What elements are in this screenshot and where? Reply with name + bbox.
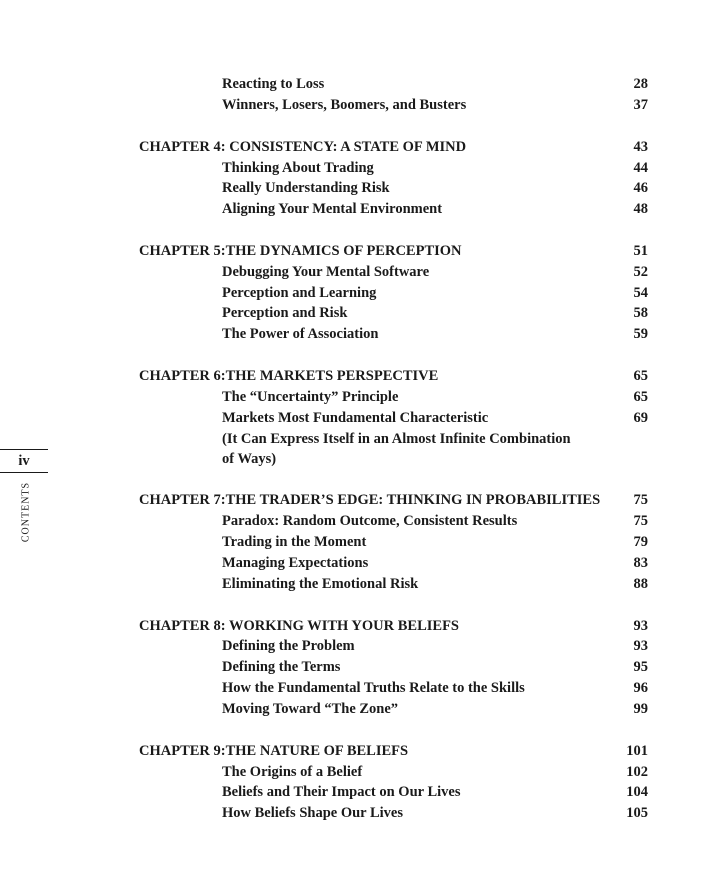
page-number: 51 (633, 243, 648, 259)
page-number: 65 (633, 368, 648, 384)
page-number: 88 (633, 576, 648, 592)
page-number: 93 (633, 618, 648, 634)
page-number: 46 (633, 180, 648, 196)
page-number: 65 (633, 389, 648, 405)
folio-page-number: iv (18, 453, 30, 469)
section-title: Reacting to Loss (222, 76, 325, 92)
section-title: How Beliefs Shape Our Lives (222, 805, 403, 821)
page-number: 28 (633, 76, 648, 92)
page-number: 105 (626, 805, 648, 821)
page-number: 48 (633, 201, 648, 217)
page-number: 104 (626, 784, 648, 800)
page-number: 96 (633, 680, 648, 696)
section-title: Aligning Your Mental Environment (222, 201, 443, 217)
section-title: Perception and Learning (222, 285, 377, 301)
chapter-title: CHAPTER 8: WORKING WITH YOUR BELIEFS (139, 618, 459, 634)
section-title: Thinking About Trading (222, 160, 374, 176)
page-number: 54 (633, 285, 648, 301)
section-title: Trading in the Moment (222, 534, 367, 550)
page-number: 69 (633, 410, 648, 426)
section-title: Beliefs and Their Impact on Our Lives (222, 784, 461, 800)
page-number: 43 (633, 139, 648, 155)
section-title: Debugging Your Mental Software (222, 264, 430, 280)
running-head-contents: CONTENTS (20, 481, 32, 543)
section-title: Eliminating the Emotional Risk (222, 576, 419, 592)
page-number: 79 (633, 534, 648, 550)
section-title: Markets Most Fundamental Characteristic (222, 410, 489, 426)
chapter-title: CHAPTER 7:THE TRADER’S EDGE: THINKING IN PROBABILITIES (139, 492, 601, 508)
section-title: The Power of Association (222, 326, 379, 342)
section-title: Paradox: Random Outcome, Consistent Results (222, 513, 518, 529)
page-number: 95 (633, 659, 648, 675)
chapter-title: CHAPTER 6:THE MARKETS PERSPECTIVE (139, 368, 439, 384)
page-number: 75 (633, 492, 648, 508)
page-number: 83 (633, 555, 648, 571)
section-title: Perception and Risk (222, 305, 348, 321)
section-title: Managing Expectations (222, 555, 369, 571)
section-title: The “Uncertainty” Principle (222, 389, 399, 405)
chapter-title: CHAPTER 5:THE DYNAMICS OF PERCEPTION (139, 243, 462, 259)
page-number: 44 (633, 160, 648, 176)
section-title: Really Understanding Risk (222, 180, 390, 196)
page-number: 37 (633, 97, 648, 113)
section-title: Defining the Problem (222, 638, 355, 654)
section-title: Winners, Losers, Boomers, and Busters (222, 97, 467, 113)
section-title: Moving Toward “The Zone” (222, 701, 399, 717)
page-number: 99 (633, 701, 648, 717)
chapter-title: CHAPTER 4: CONSISTENCY: A STATE OF MIND (139, 139, 467, 155)
page-number: 58 (633, 305, 648, 321)
page-number: 75 (633, 513, 648, 529)
page-number: 93 (633, 638, 648, 654)
page-number: 52 (633, 264, 648, 280)
section-title: The Origins of a Belief (222, 764, 363, 780)
section-title: Defining the Terms (222, 659, 341, 675)
page-number: 59 (633, 326, 648, 342)
page-number: 101 (626, 743, 648, 759)
page-number: 102 (626, 764, 648, 780)
section-title: How the Fundamental Truths Relate to the Skills (222, 680, 525, 696)
section-title: of Ways) (222, 451, 277, 467)
section-title: (It Can Express Itself in an Almost Infinite Combination (222, 431, 571, 447)
chapter-title: CHAPTER 9:THE NATURE OF BELIEFS (139, 743, 409, 759)
